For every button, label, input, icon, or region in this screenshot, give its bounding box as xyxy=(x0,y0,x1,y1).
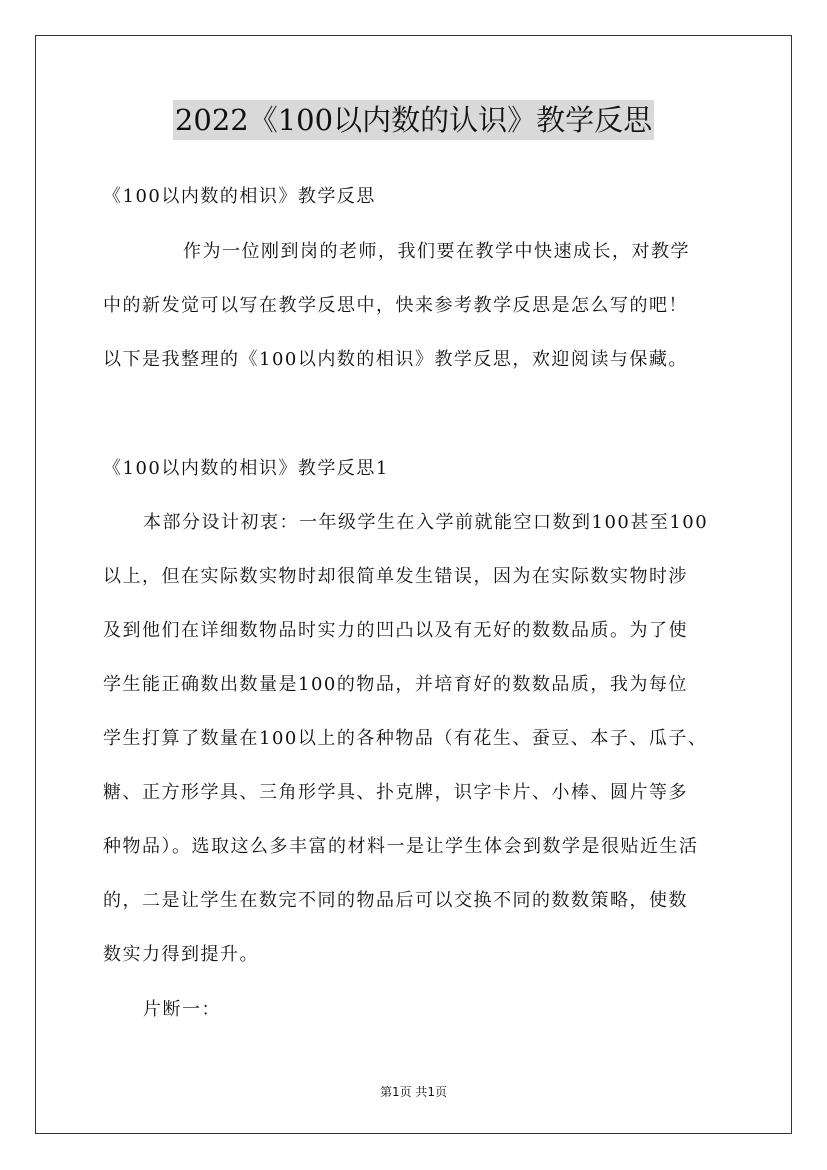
body-line-5: 学生打算了数量在100以上的各种物品（有花生、蚕豆、本子、瓜子、 xyxy=(103,728,708,749)
document-title: 2022《100以内数的认识》教学反思 xyxy=(173,100,654,140)
intro-line-3: 以下是我整理的《100以内数的相识》教学反思，欢迎阅读与保藏。 xyxy=(103,349,688,370)
body-line-7: 种物品）。选取这么多丰富的材料一是让学生体会到数学是很贴近生活 xyxy=(103,836,699,857)
body-line-9: 数实力得到提升。 xyxy=(103,944,259,965)
section-heading: 《100以内数的相识》教学反思1 xyxy=(103,458,389,479)
document-subtitle: 《100以内数的相识》教学反思 xyxy=(103,186,376,207)
body-line-8: 的，二是让学生在数完不同的物品后可以交换不同的数数策略，使数 xyxy=(103,890,688,911)
intro-line-1: 作为一位刚到岗的老师，我们要在教学中快速成长，对教学 xyxy=(183,241,690,262)
body-line-2: 以上，但在实际数实物时却很简单发生错误，因为在实际数实物时涉 xyxy=(103,566,688,587)
intro-line-2: 中的新发觉可以写在教学反思中，快来参考教学反思是怎么写的吧！ xyxy=(103,295,688,316)
body-line-4: 学生能正确数出数量是100的物品，并培育好的数数品质，我为每位 xyxy=(103,674,688,695)
body-line-3: 及到他们在详细数物品时实力的凹凸以及有无好的数数品质。为了使 xyxy=(103,620,688,641)
page-number-footer: 第1页 共1页 xyxy=(379,1085,448,1099)
fragment-label: 片断一： xyxy=(143,999,221,1020)
body-line-6: 糖、正方形学具、三角形学具、扑克牌，识字卡片、小棒、圆片等多 xyxy=(103,782,688,803)
title-container xyxy=(0,100,827,140)
body-line-1: 本部分设计初衷：一年级学生在入学前就能空口数到100甚至100 xyxy=(143,512,709,533)
